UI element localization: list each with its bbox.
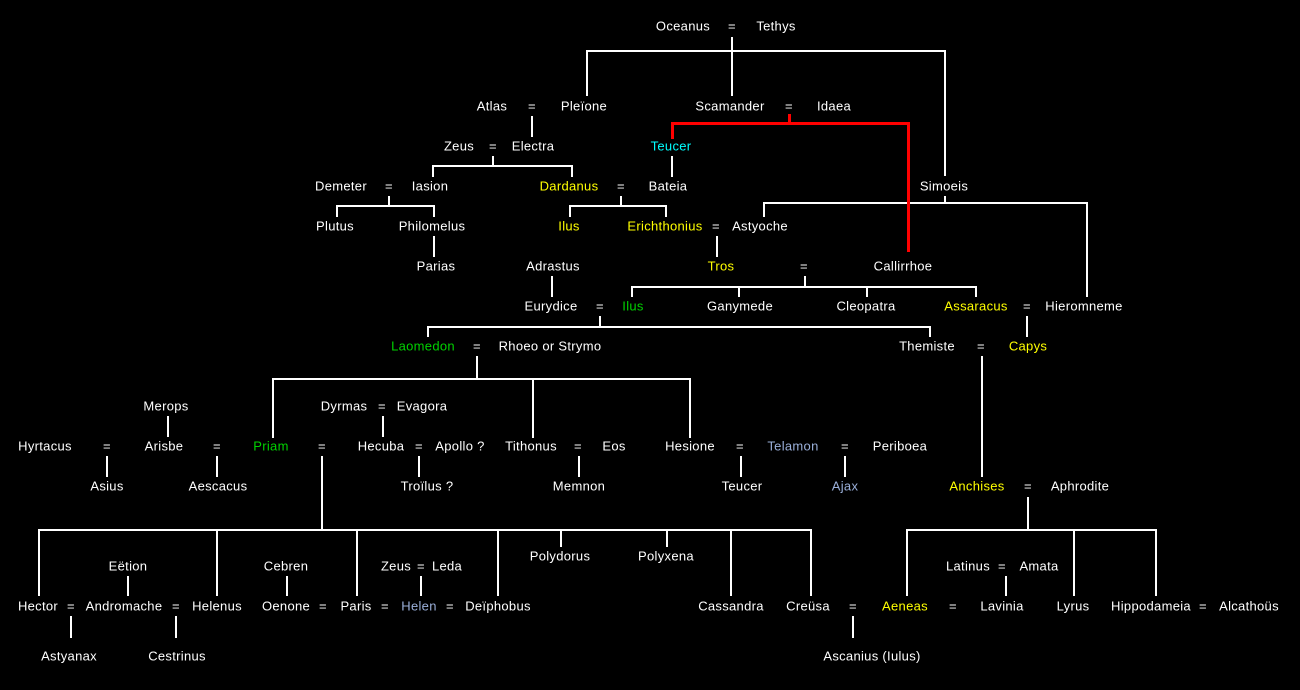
person-idaea: Idaea bbox=[816, 98, 852, 114]
spouse-equals: = bbox=[849, 598, 857, 614]
tree-connector-line bbox=[578, 456, 580, 477]
tree-connector-line bbox=[730, 529, 732, 596]
person-iasion: Iasion bbox=[411, 178, 449, 194]
person-adrastus: Adrastus bbox=[526, 258, 580, 274]
tree-connector-line bbox=[852, 616, 854, 638]
tree-connector-line bbox=[586, 50, 588, 96]
spouse-equals: = bbox=[473, 338, 481, 354]
tree-connector-line bbox=[216, 529, 218, 596]
person-tethys: Tethys bbox=[756, 18, 796, 34]
person-laomedon: Laomedon bbox=[391, 338, 455, 354]
person-hesione: Hesione bbox=[665, 438, 715, 454]
red-descent-line bbox=[671, 122, 910, 125]
person-telamon: Telamon bbox=[767, 438, 819, 454]
spouse-equals: = bbox=[67, 598, 75, 614]
tree-connector-line bbox=[975, 286, 977, 297]
person-periboea: Periboea bbox=[872, 438, 928, 454]
spouse-equals: = bbox=[415, 438, 423, 454]
person-astyoche: Astyoche bbox=[732, 218, 788, 234]
person-cebren: Cebren bbox=[263, 558, 309, 574]
person-merops: Merops bbox=[143, 398, 189, 414]
spouse-equals: = bbox=[785, 98, 793, 114]
person-cestrinus: Cestrinus bbox=[148, 648, 206, 664]
person-polyxena: Polyxena bbox=[638, 548, 694, 564]
person-ascanius-iulus: Ascanius (Iulus) bbox=[823, 648, 921, 664]
person-capys: Capys bbox=[1008, 338, 1048, 354]
person-priam: Priam bbox=[253, 438, 289, 454]
person-parias: Parias bbox=[416, 258, 456, 274]
tree-connector-line bbox=[569, 205, 667, 207]
tree-connector-line bbox=[731, 50, 733, 96]
person-polydorus: Polydorus bbox=[529, 548, 591, 564]
tree-connector-line bbox=[106, 456, 108, 477]
tree-connector-line bbox=[906, 529, 1157, 531]
tree-connector-line bbox=[382, 416, 384, 437]
tree-connector-line bbox=[560, 529, 562, 547]
person-helenus: Helenus bbox=[192, 598, 242, 614]
spouse-equals: = bbox=[949, 598, 957, 614]
person-astyanax: Astyanax bbox=[41, 648, 97, 664]
person-atlas: Atlas bbox=[476, 98, 508, 114]
spouse-equals: = bbox=[1199, 598, 1207, 614]
spouse-equals: = bbox=[318, 438, 326, 454]
red-descent-line bbox=[907, 122, 910, 252]
person-callirrhoe: Callirrhoe bbox=[873, 258, 933, 274]
tree-connector-line bbox=[532, 378, 534, 438]
spouse-equals: = bbox=[1023, 298, 1031, 314]
person-alcatho-s: Alcathoüs bbox=[1219, 598, 1279, 614]
person-dardanus: Dardanus bbox=[539, 178, 599, 194]
person-hector: Hector bbox=[17, 598, 59, 614]
person-latinus: Latinus bbox=[945, 558, 991, 574]
person-asius: Asius bbox=[90, 478, 124, 494]
person-cre-sa: Creüsa bbox=[786, 598, 830, 614]
tree-connector-line bbox=[763, 202, 1088, 204]
person-amata: Amata bbox=[1019, 558, 1059, 574]
person-oceanus: Oceanus bbox=[655, 18, 711, 34]
tree-connector-line bbox=[167, 416, 169, 437]
tree-connector-line bbox=[671, 156, 673, 177]
tree-connector-line bbox=[631, 286, 633, 297]
tree-connector-line bbox=[1005, 576, 1007, 596]
person-dyrmas: Dyrmas bbox=[320, 398, 368, 414]
spouse-equals: = bbox=[977, 338, 985, 354]
person-erichthonius: Erichthonius bbox=[627, 218, 703, 234]
person-zeus: Zeus bbox=[380, 558, 412, 574]
person-simoeis: Simoeis bbox=[919, 178, 969, 194]
tree-connector-line bbox=[1027, 497, 1029, 530]
person-aeneas: Aeneas bbox=[882, 598, 928, 614]
tree-connector-line bbox=[127, 576, 129, 596]
person-electra: Electra bbox=[511, 138, 555, 154]
person-tros: Tros bbox=[707, 258, 735, 274]
person-hyrtacus: Hyrtacus bbox=[18, 438, 72, 454]
person-lyrus: Lyrus bbox=[1056, 598, 1090, 614]
tree-connector-line bbox=[356, 529, 358, 596]
person-evagora: Evagora bbox=[396, 398, 448, 414]
spouse-equals: = bbox=[103, 438, 111, 454]
tree-connector-line bbox=[531, 116, 533, 137]
tree-connector-line bbox=[716, 236, 718, 257]
person-de-phobus: Deïphobus bbox=[465, 598, 531, 614]
tree-connector-line bbox=[731, 37, 733, 51]
tree-connector-line bbox=[216, 456, 218, 477]
person-scamander: Scamander bbox=[695, 98, 765, 114]
tree-connector-line bbox=[763, 202, 765, 217]
person-e-tion: Eëtion bbox=[108, 558, 148, 574]
tree-connector-line bbox=[1155, 529, 1157, 596]
person-lavinia: Lavinia bbox=[980, 598, 1024, 614]
person-arisbe: Arisbe bbox=[144, 438, 184, 454]
tree-connector-line bbox=[929, 326, 931, 337]
person-paris: Paris bbox=[340, 598, 372, 614]
tree-connector-line bbox=[433, 205, 435, 217]
spouse-equals: = bbox=[417, 558, 425, 574]
person-ganymede: Ganymede bbox=[707, 298, 773, 314]
tree-connector-line bbox=[175, 616, 177, 638]
person-cleopatra: Cleopatra bbox=[836, 298, 896, 314]
spouse-equals: = bbox=[712, 218, 720, 234]
spouse-equals: = bbox=[596, 298, 604, 314]
tree-connector-line bbox=[38, 529, 812, 531]
person-ilus: Ilus bbox=[558, 218, 580, 234]
tree-connector-line bbox=[420, 576, 422, 596]
spouse-equals: = bbox=[172, 598, 180, 614]
person-teucer: Teucer bbox=[650, 138, 692, 154]
tree-connector-line bbox=[272, 378, 274, 438]
person-ilus: Ilus bbox=[622, 298, 644, 314]
spouse-equals: = bbox=[378, 398, 386, 414]
tree-connector-line bbox=[432, 165, 434, 177]
person-ajax: Ajax bbox=[831, 478, 859, 494]
tree-connector-line bbox=[631, 286, 977, 288]
person-tithonus: Tithonus bbox=[505, 438, 557, 454]
spouse-equals: = bbox=[1024, 478, 1032, 494]
person-hieromneme: Hieromneme bbox=[1045, 298, 1123, 314]
spouse-equals: = bbox=[385, 178, 393, 194]
person-helen: Helen bbox=[401, 598, 437, 614]
person-demeter: Demeter bbox=[315, 178, 367, 194]
tree-connector-line bbox=[738, 286, 740, 297]
tree-connector-line bbox=[866, 286, 868, 297]
tree-connector-line bbox=[286, 576, 288, 596]
tree-connector-line bbox=[321, 456, 323, 531]
spouse-equals: = bbox=[381, 598, 389, 614]
tree-connector-line bbox=[272, 378, 691, 380]
person-themiste: Themiste bbox=[899, 338, 955, 354]
tree-connector-line bbox=[1026, 316, 1028, 337]
red-descent-line bbox=[671, 122, 674, 139]
tree-connector-line bbox=[38, 529, 40, 596]
person-aescacus: Aescacus bbox=[188, 478, 248, 494]
person-assaracus: Assaracus bbox=[944, 298, 1008, 314]
spouse-equals: = bbox=[736, 438, 744, 454]
tree-connector-line bbox=[740, 456, 742, 477]
tree-connector-line bbox=[906, 529, 908, 596]
person-leda: Leda bbox=[431, 558, 463, 574]
spouse-equals: = bbox=[728, 18, 736, 34]
person-apollo: Apollo ? bbox=[435, 438, 485, 454]
person-cassandra: Cassandra bbox=[698, 598, 764, 614]
tree-connector-line bbox=[844, 456, 846, 477]
tree-connector-line bbox=[666, 529, 668, 547]
spouse-equals: = bbox=[213, 438, 221, 454]
tree-connector-line bbox=[418, 456, 420, 477]
tree-connector-line bbox=[70, 616, 72, 638]
tree-connector-line bbox=[427, 326, 931, 328]
person-plutus: Plutus bbox=[316, 218, 354, 234]
spouse-equals: = bbox=[800, 258, 808, 274]
spouse-equals: = bbox=[998, 558, 1006, 574]
spouse-equals: = bbox=[574, 438, 582, 454]
tree-connector-line bbox=[665, 205, 667, 217]
person-zeus: Zeus bbox=[443, 138, 475, 154]
tree-connector-line bbox=[551, 276, 553, 297]
tree-connector-line bbox=[810, 529, 812, 596]
spouse-equals: = bbox=[841, 438, 849, 454]
person-oenone: Oenone bbox=[261, 598, 311, 614]
person-andromache: Andromache bbox=[85, 598, 163, 614]
tree-connector-line bbox=[432, 165, 573, 167]
tree-connector-line bbox=[476, 356, 478, 380]
tree-connector-line bbox=[944, 50, 946, 176]
person-eurydice: Eurydice bbox=[524, 298, 578, 314]
person-hippodameia: Hippodameia bbox=[1111, 598, 1191, 614]
person-aphrodite: Aphrodite bbox=[1050, 478, 1110, 494]
person-philomelus: Philomelus bbox=[398, 218, 466, 234]
person-anchises: Anchises bbox=[949, 478, 1005, 494]
person-rhoeo-or-strymo: Rhoeo or Strymo bbox=[498, 338, 602, 354]
person-tro-lus: Troïlus ? bbox=[400, 478, 454, 494]
person-hecuba: Hecuba bbox=[357, 438, 405, 454]
tree-connector-line bbox=[433, 236, 435, 257]
tree-connector-line bbox=[1073, 529, 1075, 596]
person-memnon: Memnon bbox=[552, 478, 606, 494]
person-eos: Eos bbox=[602, 438, 626, 454]
tree-connector-line bbox=[689, 378, 691, 438]
tree-connector-line bbox=[981, 356, 983, 477]
tree-connector-line bbox=[571, 165, 573, 177]
tree-connector-line bbox=[569, 205, 571, 217]
spouse-equals: = bbox=[446, 598, 454, 614]
tree-connector-line bbox=[427, 326, 429, 337]
person-bateia: Bateia bbox=[648, 178, 688, 194]
tree-connector-line bbox=[336, 205, 435, 207]
tree-connector-line bbox=[586, 50, 946, 52]
spouse-equals: = bbox=[617, 178, 625, 194]
tree-connector-line bbox=[497, 529, 499, 596]
spouse-equals: = bbox=[489, 138, 497, 154]
person-ple-one: Pleïone bbox=[560, 98, 608, 114]
tree-connector-line bbox=[1086, 202, 1088, 297]
spouse-equals: = bbox=[319, 598, 327, 614]
person-teucer: Teucer bbox=[721, 478, 763, 494]
spouse-equals: = bbox=[528, 98, 536, 114]
tree-connector-line bbox=[336, 205, 338, 217]
